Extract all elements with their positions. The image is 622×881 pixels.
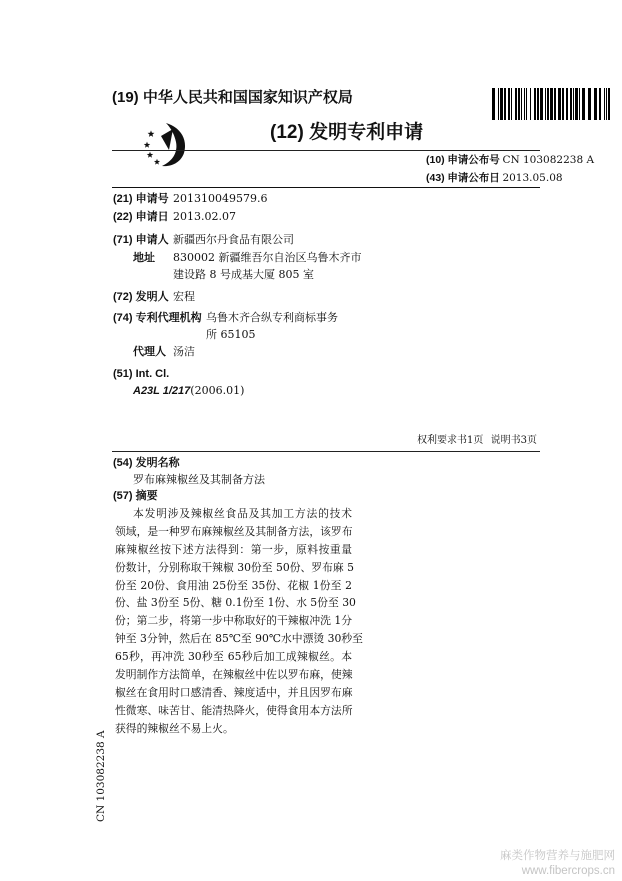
inid-code-57: (57) (113, 490, 133, 502)
inid-code-54: (54) (113, 457, 133, 469)
emblem-crescent (162, 123, 185, 166)
address-line-1: 830002 新疆维吾尔自治区乌鲁木齐市 (173, 251, 362, 264)
abstract-line: 钟至 3分钟，然后在 85℃至 90℃水中漂烫 30秒至 (115, 632, 363, 646)
abstract-line: 发明制作方法简单，在辣椒丝中佐以罗布麻，使辣 (115, 668, 353, 682)
inventor-name: 宏程 (173, 290, 195, 303)
document-type-heading (270, 122, 423, 144)
abstract-body (115, 505, 363, 738)
watermark-url: www.fibercrops.cn (521, 865, 615, 877)
title-label: 发明名称 (135, 457, 180, 469)
publication-number: CN 103082238 A (502, 154, 595, 166)
watermark (500, 849, 615, 878)
applicant-label-group (113, 233, 169, 247)
star-icon (154, 159, 160, 165)
agent-label: 代理人 (133, 346, 166, 358)
classification-version: (2006.01) (190, 384, 245, 397)
publication-number-label: 申请公布号 (447, 154, 500, 166)
barcode-bar (573, 88, 574, 120)
barcode-bar (606, 88, 607, 120)
office-heading (112, 89, 353, 107)
inid-code-51: (51) (113, 368, 133, 380)
description-page-count: 说明书3页 (490, 435, 537, 446)
abstract-line: 领域，是一种罗布麻辣椒丝及其制备方法，该罗布 (115, 524, 353, 538)
abstract-line: 份、盐 3份至 5份、糖 0.1份至 1份、水 5份至 30 (115, 596, 356, 610)
agency-line-1: 乌鲁木齐合纵专利商标事务 (206, 311, 338, 324)
emblem-wedge (161, 129, 173, 150)
application-number-label: 申请号 (135, 193, 169, 205)
inid-code-71: (71) (113, 234, 133, 246)
barcode-bar (524, 88, 525, 120)
star-icon (144, 142, 150, 148)
abstract-line: 65秒，再冲洗 30秒至 65秒后加工成辣椒丝。本 (115, 650, 352, 664)
barcode-bar (530, 88, 531, 120)
star-icon (148, 130, 155, 137)
barcode-bar (504, 88, 506, 120)
agency-label-group (113, 311, 202, 325)
int-cl-label: Int. Cl. (135, 368, 170, 380)
barcode-bar (521, 88, 522, 120)
publication-date-row (426, 171, 563, 186)
abstract-line: 获得的辣椒丝不易上火。 (115, 721, 234, 735)
inid-code-72: (72) (113, 291, 133, 303)
int-cl-label-group (113, 367, 169, 381)
address-line-2: 建设路 8 号成基大厦 805 室 (173, 268, 314, 281)
applicant-name: 新疆西尔丹食品有限公司 (173, 233, 294, 246)
classification-code: A23L 1/217 (133, 385, 191, 397)
agent-name: 汤洁 (173, 345, 195, 358)
claims-page-count: 权利要求书1页 (417, 435, 484, 446)
abstract-line: 椒丝在食用时口感清香、辣度适中，并且因罗布麻 (115, 685, 353, 699)
barcode-bar (500, 88, 503, 120)
barcode-bar (540, 88, 543, 120)
barcode-bar (518, 88, 520, 120)
publication-date-label: 申请公布日 (447, 172, 500, 184)
barcode-bar (554, 88, 556, 120)
barcode-bar (575, 88, 578, 120)
inid-code-12: (12) (270, 122, 304, 143)
inventor-label-group (113, 290, 169, 304)
header-rule (112, 150, 540, 151)
barcode-bar (492, 88, 495, 120)
application-date-label-group (113, 210, 169, 224)
abstract-line: 本发明涉及辣椒丝食品及其加工方法的技术 (133, 507, 352, 520)
application-date: 2013.02.07 (173, 210, 236, 223)
barcode-bar (537, 88, 539, 120)
watermark-site-name: 麻类作物营养与施肥网 (500, 850, 615, 862)
barcode (492, 88, 612, 120)
barcode-bar (558, 88, 561, 120)
barcode-bar (570, 88, 572, 120)
barcode-bar (588, 88, 591, 120)
inid-code-10: (10) (426, 154, 445, 166)
abstract-label-group (113, 489, 158, 503)
office-name: 中华人民共和国国家知识产权局 (142, 89, 353, 106)
abstract-line: 性微寒、味苦甘、能清热降火，使得食用本方法所 (115, 703, 353, 717)
int-cl-row (133, 384, 244, 398)
publication-number-row (426, 153, 594, 168)
barcode-bar (508, 88, 510, 120)
barcode-bar (526, 88, 527, 120)
document-type: 发明专利申请 (309, 122, 424, 143)
address-label: 地址 (133, 252, 155, 264)
side-publication-number: CN 103082238 A (95, 730, 107, 822)
application-number: 201310049579.6 (173, 192, 268, 205)
barcode-bar (594, 88, 597, 120)
abstract-line: 份数计，分别称取干辣椒 30份至 50份、罗布麻 5 (115, 560, 354, 574)
inid-code-22: (22) (113, 211, 133, 223)
application-date-label: 申请日 (135, 211, 169, 223)
barcode-bar (547, 88, 549, 120)
inid-code-74: (74) (113, 312, 133, 324)
barcode-bar (608, 88, 610, 120)
barcode-bar (582, 88, 585, 120)
invention-title: 罗布麻辣椒丝及其制备方法 (133, 473, 265, 486)
cnipa-emblem-icon (142, 121, 188, 167)
barcode-bar (498, 88, 499, 120)
barcode-bar (511, 88, 512, 120)
applicant-label: 申请人 (135, 234, 169, 246)
barcode-bar (599, 88, 601, 120)
star-icon (147, 152, 153, 158)
inid-code-43: (43) (426, 172, 445, 184)
page-counts (417, 434, 537, 448)
inid-code-21: (21) (113, 193, 133, 205)
inid-code-19: (19) (112, 89, 139, 106)
abstract-label: 摘要 (135, 490, 158, 502)
barcode-bar (545, 88, 546, 120)
agency-line-2: 所 65105 (206, 328, 256, 341)
barcode-bar (579, 88, 580, 120)
barcode-bar (534, 88, 536, 120)
barcode-bar (604, 88, 605, 120)
agency-label: 专利代理机构 (135, 312, 202, 324)
barcode-bar (566, 88, 568, 120)
application-number-label-group (113, 192, 169, 206)
publication-date: 2013.05.08 (502, 172, 563, 184)
barcode-bar (550, 88, 553, 120)
barcode-bar (515, 88, 517, 120)
abstract-line: 份至 20份、食用油 25份至 35份、花椒 1份至 2 (115, 578, 352, 592)
header-divider (112, 187, 540, 188)
abstract-divider (112, 451, 540, 452)
inventor-label: 发明人 (135, 291, 169, 303)
title-label-group (113, 456, 180, 470)
abstract-line: 份；第二步，将第一步中称取好的干辣椒冲洗 1分 (115, 614, 353, 628)
barcode-bar (562, 88, 564, 120)
abstract-line: 麻辣椒丝按下述方法得到：第一步，原料按重量 (115, 542, 352, 556)
